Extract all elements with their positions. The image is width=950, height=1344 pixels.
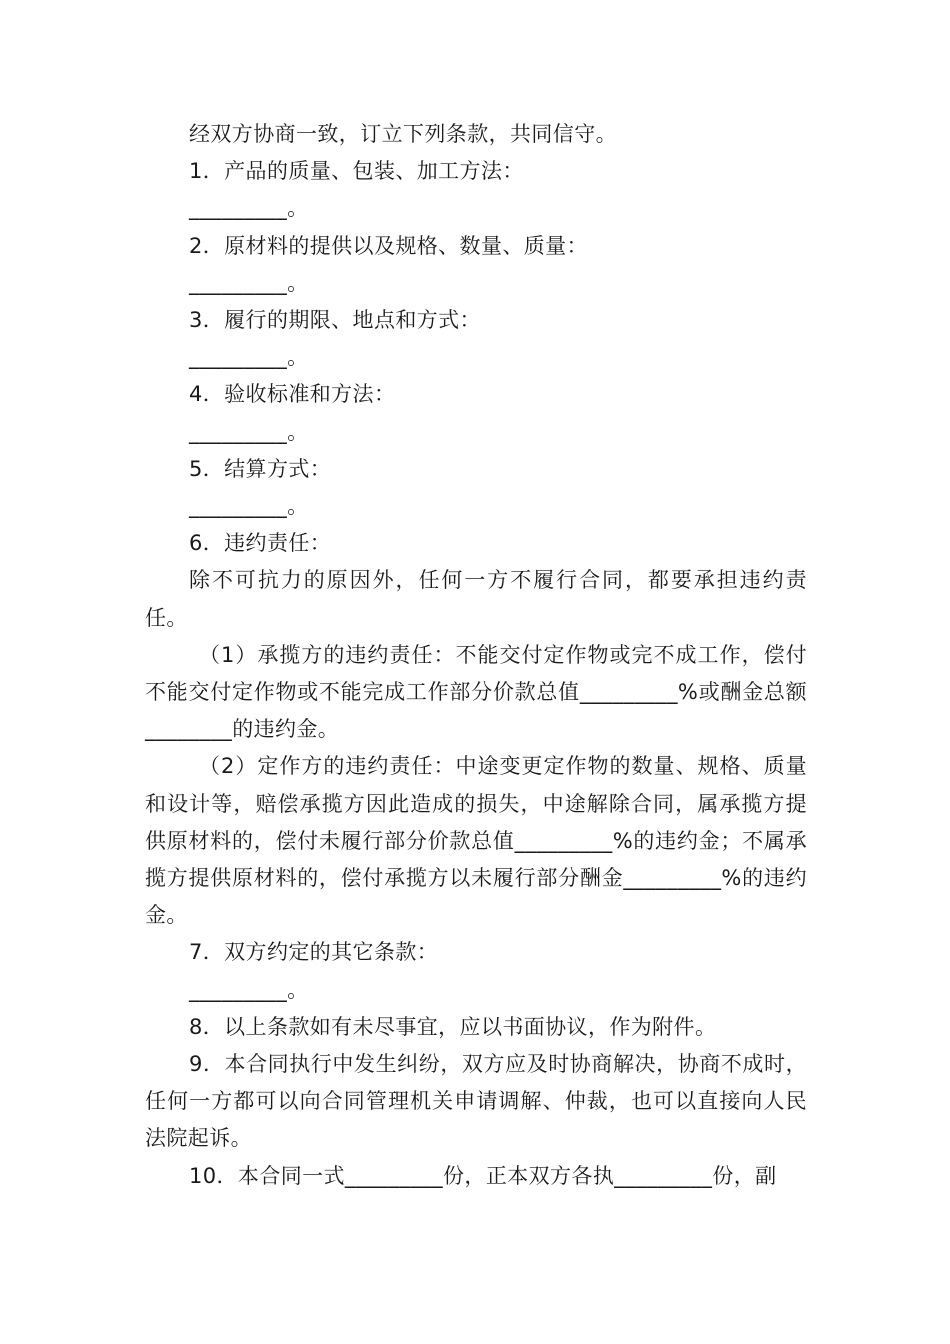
clause-4-heading: 4．验收标准和方法： (189, 382, 396, 407)
clause-6-item-1: （1）承揽方的违约责任：不能交付定作物或完不成工作，偿付不能交付定作物或不能完成工作部分价款总值_________%或酬金总额________的违约金。 (145, 642, 807, 742)
clause-8-paragraph: 8．以上条款如有未尽事宜，应以书面协议，作为附件。 (189, 1014, 717, 1039)
clause-7-blank: _________。 (189, 977, 309, 1002)
clause-7-heading: 7．双方约定的其它条款： (189, 940, 439, 965)
clause-4-blank: _________。 (189, 419, 309, 444)
clause-1-blank: _________。 (189, 196, 309, 221)
clause-3-heading: 3．履行的期限、地点和方式： (189, 308, 481, 333)
intro-paragraph: 经双方协商一致，订立下列条款，共同信守。 (189, 122, 617, 146)
clause-6-item-2: （2）定作方的违约责任：中途变更定作物的数量、规格、质量和设计等，赔偿承揽方因此造成的损失，中途解除合同，属承揽方提供原材料的，偿付未履行部分价款总值_________%的违约金；不属承揽方提供原材料的，偿付承揽方以未履行部分酬金_________%的违约金。 (145, 754, 807, 928)
clause-6-body: 除不可抗力的原因外，任何一方不履行合同，都要承担违约责任。 (145, 568, 807, 630)
clause-9-paragraph: 9．本合同执行中发生纠纷，双方应及时协商解决，协商不成时，任何一方都可以向合同管理机关申请调解、仲裁，也可以直接向人民法院起诉。 (145, 1052, 807, 1151)
contract-body (145, 116, 807, 1195)
clause-5-heading: 5．结算方式： (189, 456, 332, 481)
clause-10-paragraph: 10．本合同一式_________份，正本双方各执_________份，副 (189, 1163, 777, 1188)
clause-2-heading: 2．原材料的提供以及规格、数量、质量： (189, 233, 588, 258)
clause-2-blank: _________。 (189, 270, 309, 295)
clause-1-heading: 1．产品的质量、包装、加工方法： (189, 159, 524, 184)
clause-5-blank: _________。 (189, 494, 309, 519)
clause-6-heading: 6．违约责任： (189, 531, 332, 556)
clause-3-blank: _________。 (189, 345, 309, 370)
